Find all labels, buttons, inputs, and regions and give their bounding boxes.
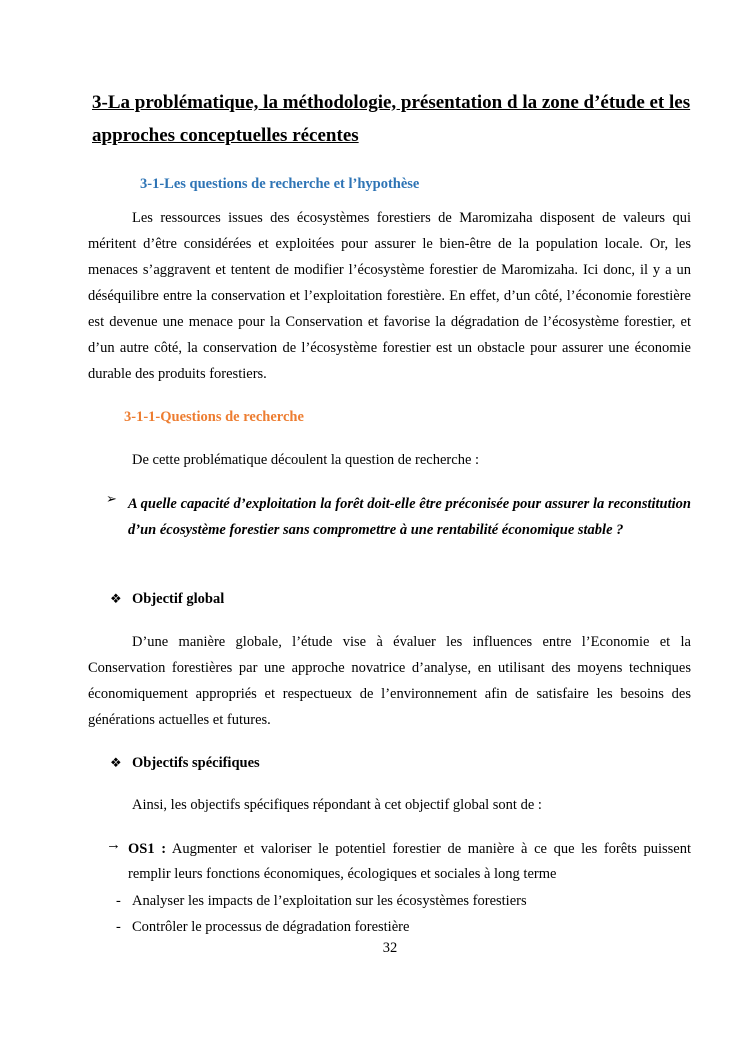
- section-title: 3-La problématique, la méthodologie, présentation d la zone d’étude et les approches conceptuelles récentes: [92, 92, 691, 146]
- os1-text: Augmenter et valoriser le potentiel forestier de manière à ce que les forêts puissent remplir leurs fonctions économiques, écologiques et sociales à long terme: [128, 841, 692, 882]
- objectives-specific-intro: Ainsi, les objectifs spécifiques répondant à cet objectif global sont de :: [132, 797, 542, 813]
- list-item: [116, 893, 527, 910]
- subsubsection-title: 3-1-1-Questions de recherche: [124, 409, 304, 425]
- page-number: 32: [382, 940, 398, 956]
- question-intro: De cette problématique découlent la question de recherche :: [132, 452, 480, 468]
- list-item: [116, 919, 409, 936]
- diamond-bullet-icon: ❖: [110, 755, 122, 770]
- objective-global-text: D’une manière globale, l’étude vise à évaluer les influences entre l’Economie et la Conservation forestières par une approche novatrice d’analyse, en utilisant des moyens techniques économiquement appropriés et respectueux de l’environnement afin de satisfaire les besoins des générations actuelles et futures.: [88, 634, 691, 728]
- intro-paragraph: Les ressources issues des écosystèmes forestiers de Maromizaha disposent de valeurs qui méritent d’être considérées et exploitées pour assurer le bien-être de la population locale. Or, les menaces s’aggravent et tentent de modifier l’écosystème forestier de Maromizaha. Ici donc, il y a un déséquilibre entre la conservation et l’exploitation forestière. En effet, d’un côté, l’économie forestière est devenue une menace pour la Conservation et favorise la dégradation de l’écosystème forestier, et d’un autre côté, la conservation de l’écosystème forestier est un obstacle pour assurer une économie durable des produits forestiers.: [88, 210, 691, 382]
- os1-body: [128, 837, 691, 887]
- os1-item: [106, 837, 691, 887]
- diamond-bullet-icon: ❖: [110, 591, 122, 606]
- dash-marker: -: [116, 919, 121, 935]
- list-item-text: Contrôler le processus de dégradation forestière: [132, 919, 410, 935]
- objective-global-heading: [110, 591, 224, 608]
- os1-label: OS1 :: [128, 841, 167, 857]
- dash-marker: -: [116, 893, 121, 909]
- objectives-specific-label: Objectifs spécifiques: [132, 755, 260, 771]
- arrow-bullet-icon: ➢: [106, 491, 117, 506]
- subsection-title: 3-1-Les questions de recherche et l’hypothèse: [140, 176, 420, 192]
- research-question: A quelle capacité d’exploitation la forêt doit-elle être préconisée pour assurer la reconstitution d’un écosystème forestier sans compromettre à une rentabilité économique stable ?: [128, 496, 691, 538]
- right-arrow-icon: →: [106, 837, 121, 853]
- objective-global-label: Objectif global: [132, 591, 225, 607]
- objectives-specific-heading: [110, 755, 260, 772]
- list-item-text: Analyser les impacts de l’exploitation sur les écosystèmes forestiers: [132, 893, 527, 909]
- research-question-item: [106, 491, 691, 543]
